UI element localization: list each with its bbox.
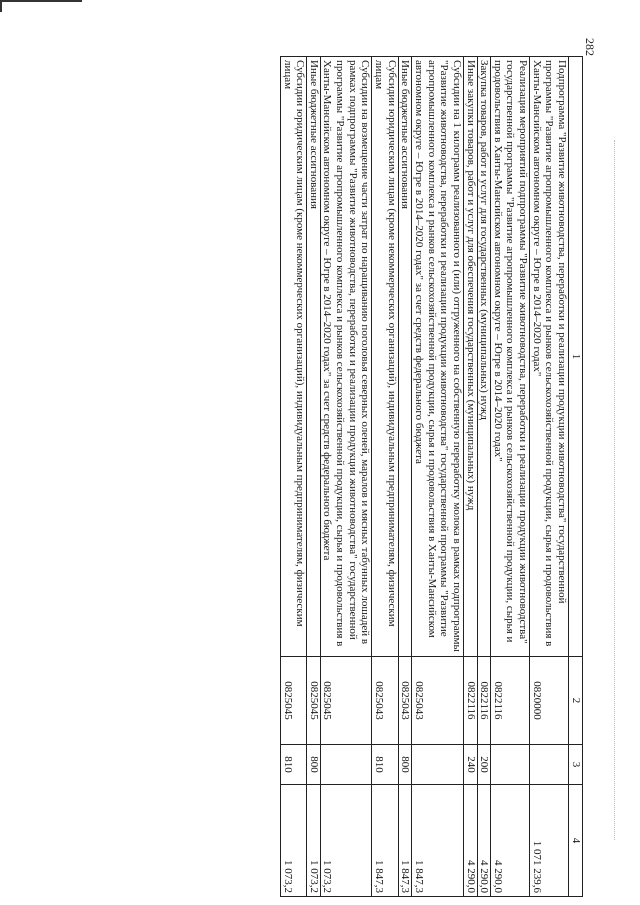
row-code: 0825045	[307, 657, 321, 745]
table-row	[463, 57, 477, 897]
table-row	[530, 57, 569, 897]
row-type: 810	[372, 745, 398, 785]
row-description: Субсидии юридическим лицам (кроме некоммерческих организаций), индивидуальным предпринимателям, физическим лицам	[372, 57, 398, 657]
row-type: 240	[463, 745, 477, 785]
row-sum: 1 847,3	[372, 785, 398, 897]
row-sum: 1 073,2	[307, 785, 321, 897]
row-sum: 1 073,2	[280, 785, 306, 897]
row-description: Подпрограмма "Развитие животноводства, переработки и реализации продукции животноводства" государственной программы "Развитие агропромышленного комплекса и рынков сельскохозяйственной продукции, сырья и продовольствия в Ханты-Мансийском автономном округе – Югре в 2014–2020 годах"	[530, 57, 569, 657]
row-description: Субсидии на возмещение части затрат по наращиванию поголовья северных оленей, маралов и мясных табунных лошадей в рамках подпрограммы "Развитие животноводства, переработки и реализации продукции животноводства" государственной программы "Развитие агропромышленного комплекса и рынков сельскохозяйственной продукции, сырья и продовольствия в Ханты-Мансийском автономном округе – Югре в 2014–2020 годах" за счет средств федерального бюджета	[320, 57, 372, 657]
row-sum: 4 290,0	[477, 785, 491, 897]
row-code: 0825045	[280, 657, 306, 745]
row-code: 0822116	[477, 657, 491, 745]
header-col-2: 2	[569, 657, 583, 745]
table-header-row	[569, 57, 583, 897]
row-sum: 1 847,3	[412, 785, 464, 897]
row-sum: 4 290,0	[463, 785, 477, 897]
row-type	[320, 745, 372, 785]
table-row	[477, 57, 491, 897]
table-row	[280, 57, 306, 897]
row-sum: 1 073,2	[320, 785, 372, 897]
row-description: Реализация мероприятий подпрограммы "Развитие животноводства, переработки и реализации продукции животноводства" государственной программы "Развитие агропромышленного комплекса и рынков сельскохозяйственной продукции, сырья и продовольствия в Ханты-Мансийском автономном округе – Югре в 2014–2020 годах"	[491, 57, 530, 657]
row-type	[530, 745, 569, 785]
row-type: 200	[477, 745, 491, 785]
table-row	[412, 57, 464, 897]
row-code: 0820000	[530, 657, 569, 745]
row-sum: 1 071 239,6	[530, 785, 569, 897]
row-type	[491, 745, 530, 785]
scan-edge-line	[614, 140, 616, 840]
table-row	[491, 57, 530, 897]
row-description: Субсидии на 1 килограмм реализованного и (или) отгруженного на собственную переработку молока в рамках подпрограммы "Развитие животноводства, переработки и реализации продукции животноводства" государственной программы "Развитие агропромышленного комплекса и рынков сельскохозяйственной продукции, сырья и продовольствия в Ханты-Мансийском автономном округе – Югре в 2014–2020 годах" за счет средств федерального бюджета	[412, 57, 464, 657]
row-code: 0822116	[491, 657, 530, 745]
page-number: 282	[583, 38, 597, 56]
row-code: 0822116	[463, 657, 477, 745]
row-code: 0825045	[320, 657, 372, 745]
rotated-table-container	[280, 56, 583, 896]
row-type: 800	[307, 745, 321, 785]
table-row	[307, 57, 321, 897]
row-type: 800	[398, 745, 412, 785]
row-description: Закупка товаров, работ и услуг для государственных (муниципальных) нужд	[477, 57, 491, 657]
row-description: Иные закупки товаров, работ и услуг для обеспечения государственных (муниципальных) нужд	[463, 57, 477, 657]
row-type	[412, 745, 464, 785]
row-description: Иные бюджетные ассигнования	[398, 57, 412, 657]
table-row	[320, 57, 372, 897]
header-col-3: 3	[569, 745, 583, 785]
header-col-1: 1	[569, 57, 583, 657]
table-row	[372, 57, 398, 897]
scan-corner-mark	[0, 0, 82, 12]
row-code: 0825043	[372, 657, 398, 745]
row-description: Субсидии юридическим лицам (кроме некоммерческих организаций), индивидуальным предпринимателям, физическим лицам	[280, 57, 306, 657]
table-row	[398, 57, 412, 897]
row-description: Иные бюджетные ассигнования	[307, 57, 321, 657]
row-sum: 4 290,0	[491, 785, 530, 897]
budget-table	[280, 56, 583, 897]
row-sum: 1 847,3	[398, 785, 412, 897]
header-col-4: 4	[569, 785, 583, 897]
row-code: 0825043	[412, 657, 464, 745]
row-code: 0825043	[398, 657, 412, 745]
row-type: 810	[280, 745, 306, 785]
